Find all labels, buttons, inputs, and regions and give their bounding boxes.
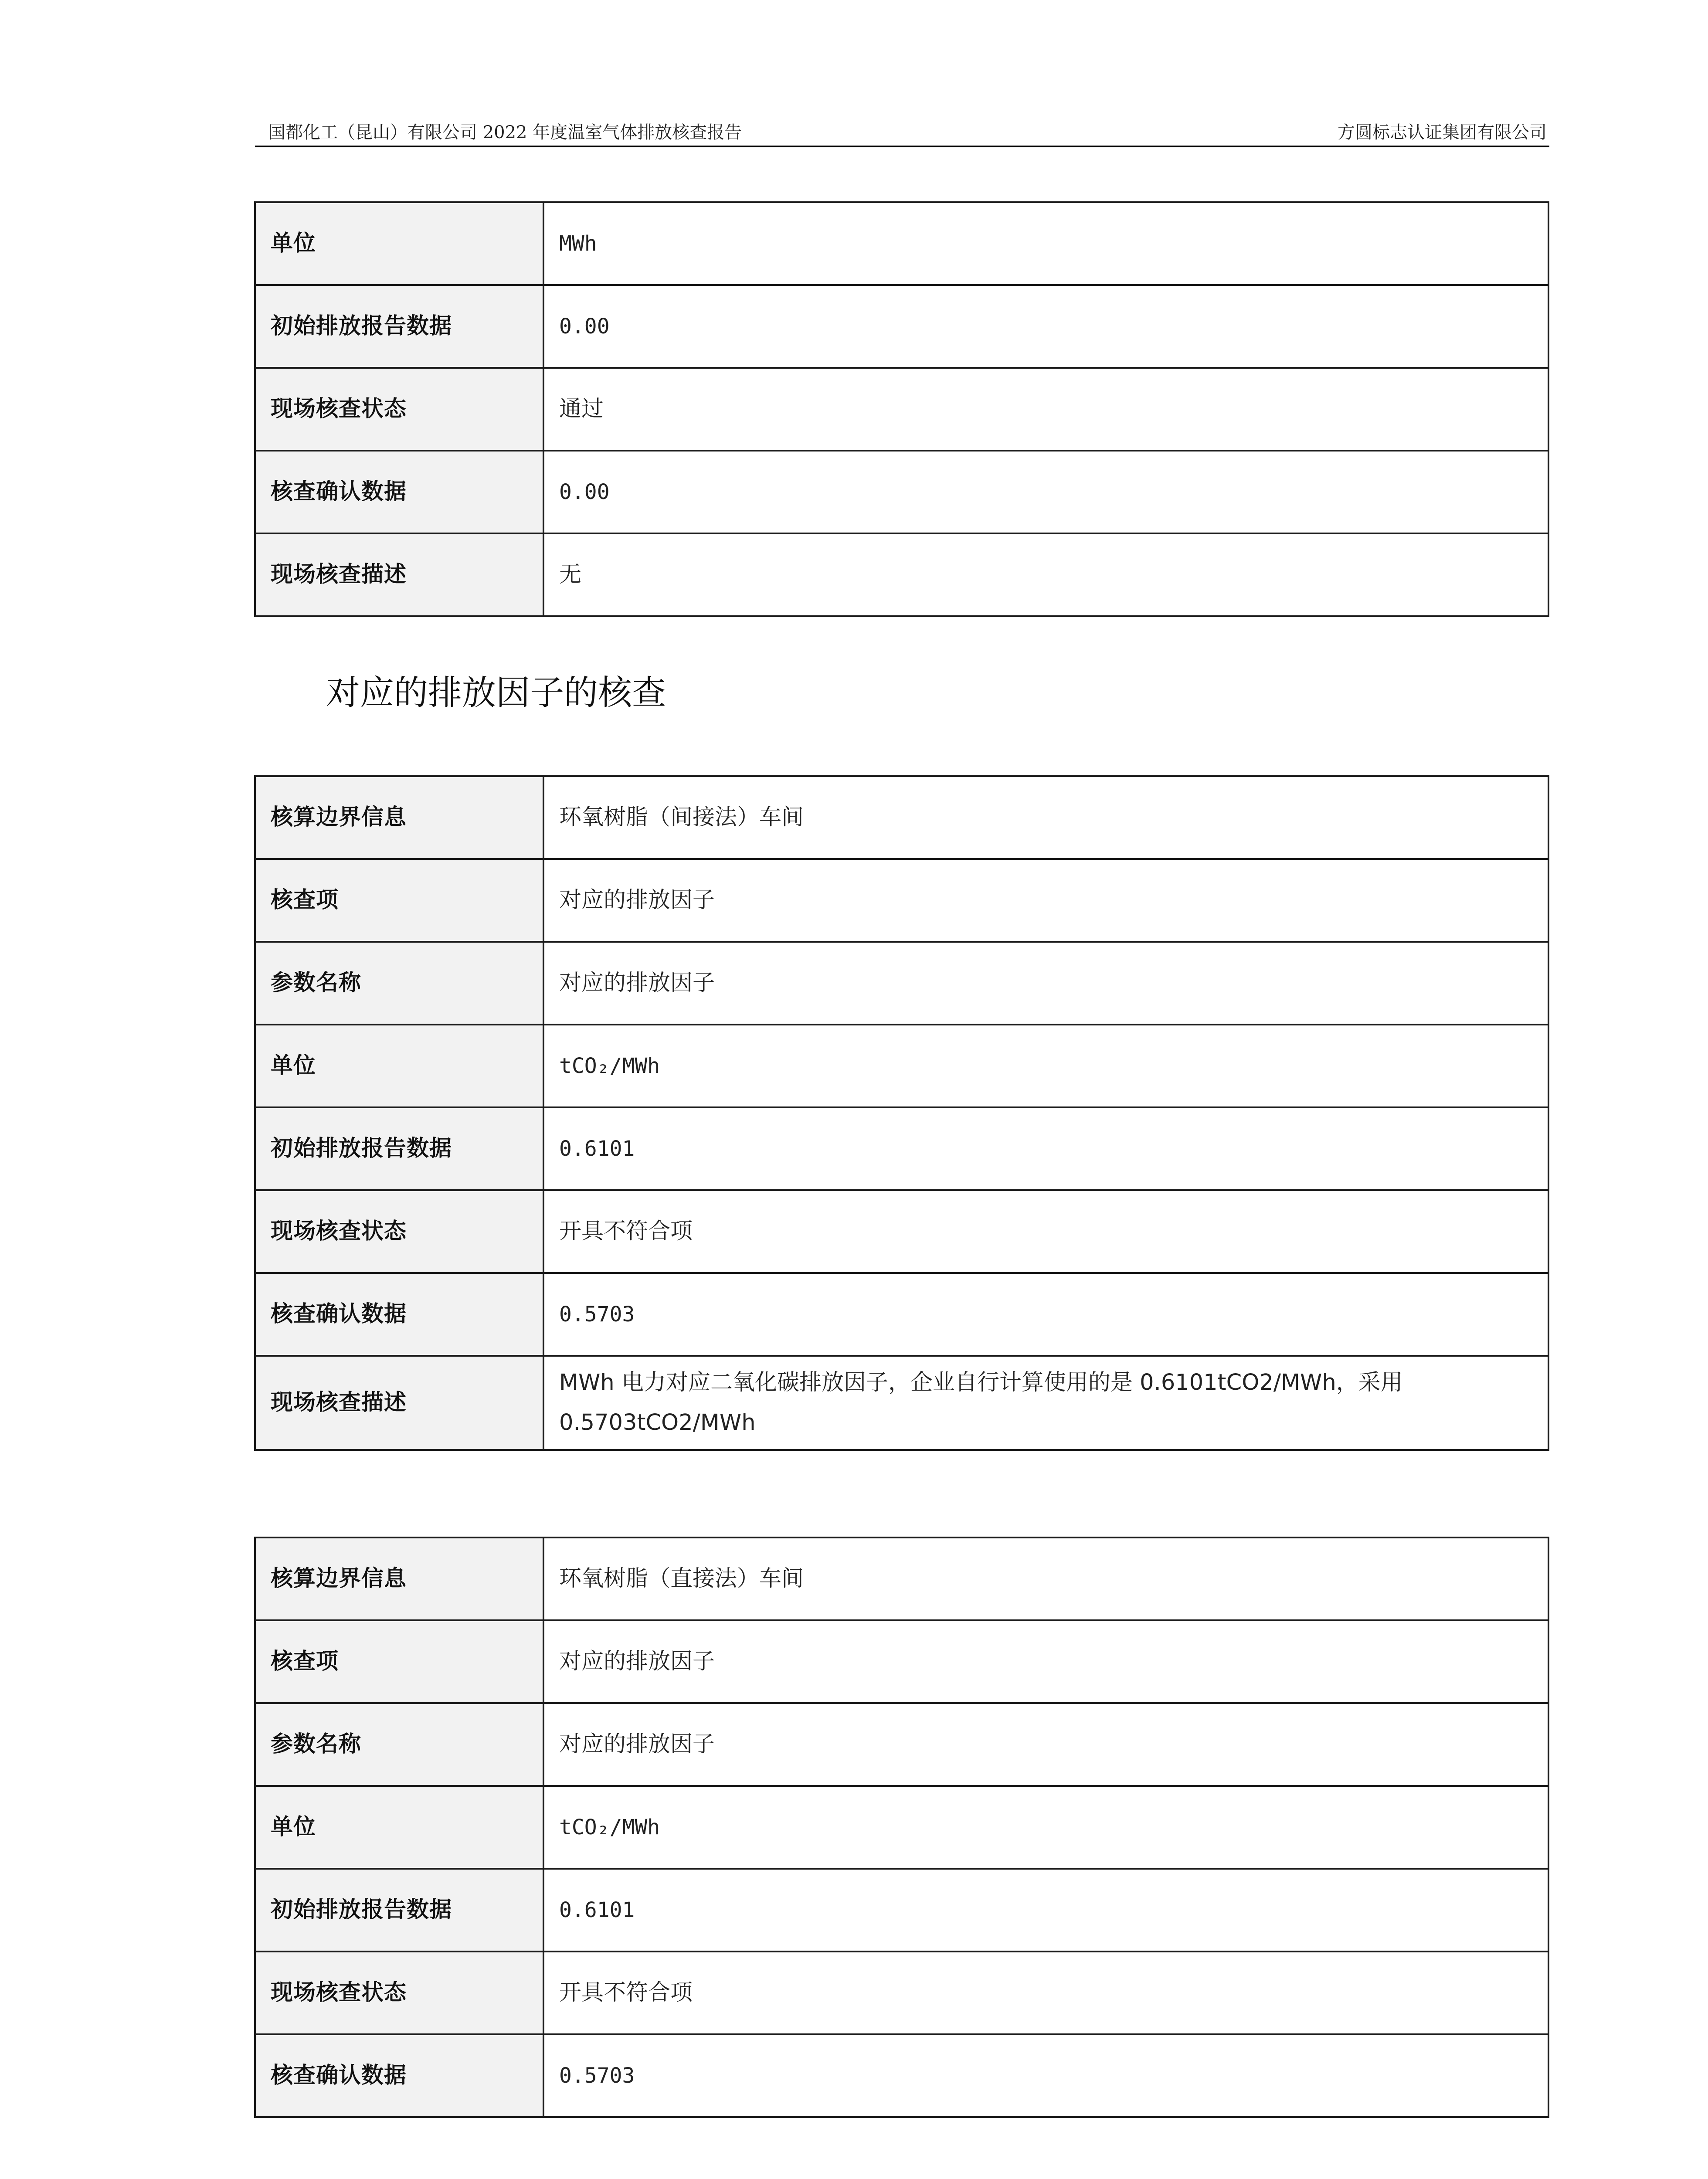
row-label: 核查确认数据: [255, 1273, 543, 1356]
table-row: [255, 1107, 1548, 1190]
row-label: 现场核查状态: [255, 1952, 543, 2034]
row-label: 核算边界信息: [255, 776, 543, 859]
row-label: 核查确认数据: [255, 2034, 543, 2117]
table-row: [255, 1869, 1548, 1952]
table-row: [255, 1025, 1548, 1107]
row-value: tCO₂/MWh: [543, 1025, 1548, 1107]
row-value: 0.5703: [543, 2034, 1548, 2117]
row-value: 0.5703: [543, 1273, 1548, 1356]
table-row: [255, 285, 1548, 368]
table-row: [255, 533, 1548, 616]
report-title-header: 国都化工（昆山）有限公司 2022 年度温室气体排放核查报告: [268, 122, 742, 143]
row-label: 参数名称: [255, 1703, 543, 1786]
row-label: 现场核查描述: [255, 533, 543, 616]
row-value: 开具不符合项: [543, 1190, 1548, 1273]
row-label: 现场核查描述: [255, 1356, 543, 1450]
emission-factor-table-indirect: [254, 775, 1549, 1451]
row-label: 初始排放报告数据: [255, 1869, 543, 1952]
row-value: 对应的排放因子: [543, 1703, 1548, 1786]
table-row: [255, 451, 1548, 533]
energy-data-table: [254, 201, 1549, 617]
organization-header: 方圆标志认证集团有限公司: [1338, 122, 1547, 143]
section-title: 对应的排放因子的核查: [326, 673, 666, 713]
table-row: [255, 368, 1548, 451]
row-value-description: MWh 电力对应二氧化碳排放因子，企业自行计算使用的是 0.6101tCO2/MWh，采用 0.5703tCO2/MWh: [543, 1356, 1548, 1450]
table-row: [255, 1952, 1548, 2034]
row-value: tCO₂/MWh: [543, 1786, 1548, 1869]
page-header: [255, 117, 1549, 147]
row-value: 环氧树脂（间接法）车间: [543, 776, 1548, 859]
table-row: [255, 1538, 1548, 1620]
table-row: [255, 1190, 1548, 1273]
row-value: 0.00: [543, 285, 1548, 368]
row-value: 对应的排放因子: [543, 1620, 1548, 1703]
row-label: 单位: [255, 202, 543, 285]
row-label: 现场核查状态: [255, 1190, 543, 1273]
row-label: 单位: [255, 1025, 543, 1107]
table-row: [255, 859, 1548, 942]
table-row: [255, 1786, 1548, 1869]
table-row: [255, 2034, 1548, 2117]
table-row: [255, 1356, 1548, 1450]
row-label: 核查项: [255, 859, 543, 942]
row-value: 对应的排放因子: [543, 859, 1548, 942]
table-row: [255, 942, 1548, 1025]
row-label: 单位: [255, 1786, 543, 1869]
emission-factor-table-direct: [254, 1537, 1549, 2118]
row-value: 0.00: [543, 451, 1548, 533]
table-row: [255, 202, 1548, 285]
row-label: 参数名称: [255, 942, 543, 1025]
row-label: 核查确认数据: [255, 451, 543, 533]
row-value: 环氧树脂（直接法）车间: [543, 1538, 1548, 1620]
row-value: 开具不符合项: [543, 1952, 1548, 2034]
row-value: 无: [543, 533, 1548, 616]
row-value: 0.6101: [543, 1869, 1548, 1952]
row-label: 初始排放报告数据: [255, 1107, 543, 1190]
row-value: 0.6101: [543, 1107, 1548, 1190]
table-row: [255, 776, 1548, 859]
row-value: MWh: [543, 202, 1548, 285]
table-row: [255, 1703, 1548, 1786]
row-value: 对应的排放因子: [543, 942, 1548, 1025]
row-label: 现场核查状态: [255, 368, 543, 451]
table-row: [255, 1620, 1548, 1703]
table-row: [255, 1273, 1548, 1356]
row-label: 核算边界信息: [255, 1538, 543, 1620]
row-value: 通过: [543, 368, 1548, 451]
row-label: 核查项: [255, 1620, 543, 1703]
row-label: 初始排放报告数据: [255, 285, 543, 368]
